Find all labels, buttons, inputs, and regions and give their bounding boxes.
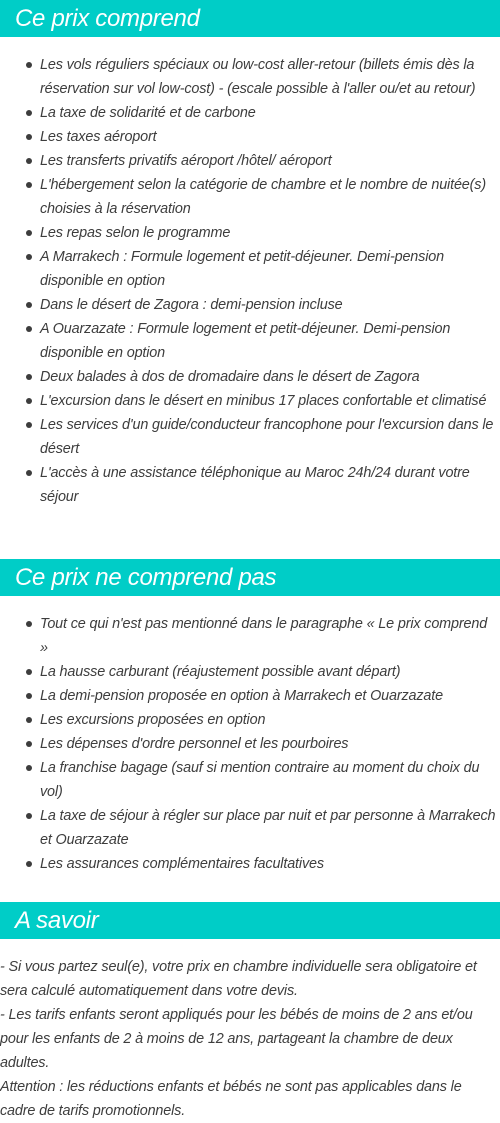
list-item: A Marrakech : Formule logement et petit-déjeuner. Demi-pension disponible en option [0,245,500,293]
list-item: Deux balades à dos de dromadaire dans le désert de Zagora [0,365,500,389]
list-item: La demi-pension proposée en option à Marrakech et Ouarzazate [0,684,500,708]
savoir-paragraph: - Si vous partez seul(e), votre prix en chambre individuelle sera obligatoire et sera calculé automatiquement dans votre devis. [0,959,477,999]
excluded-list [0,612,500,876]
list-item: L'excursion dans le désert en minibus 17 places confortable et climatisé [0,389,500,413]
list-item: L'accès à une assistance téléphonique au Maroc 24h/24 durant votre séjour [0,461,500,509]
savoir-section-title: A savoir [0,902,500,939]
list-item: A Ouarzazate : Formule logement et petit-déjeuner. Demi-pension disponible en option [0,317,500,365]
list-item: La franchise bagage (sauf si mention contraire au moment du choix du vol) [0,756,500,804]
list-item: La taxe de solidarité et de carbone [0,101,500,125]
list-item: La taxe de séjour à régler sur place par nuit et par personne à Marrakech et Ouarzazate [0,804,500,852]
excluded-section-title: Ce prix ne comprend pas [0,559,500,596]
included-section-title: Ce prix comprend [0,0,500,37]
list-item: Les vols réguliers spéciaux ou low-cost aller-retour (billets émis dès la réservation sur vol low-cost) - (escale possible à l'aller ou/et au retour) [0,53,500,101]
list-item: La hausse carburant (réajustement possible avant départ) [0,660,500,684]
list-item: Les transferts privatifs aéroport /hôtel/ aéroport [0,149,500,173]
list-item: Dans le désert de Zagora : demi-pension incluse [0,293,500,317]
list-item: Les taxes aéroport [0,125,500,149]
savoir-paragraph: - Les tarifs enfants seront appliqués pour les bébés de moins de 2 ans et/ou pour les enfants de 2 à moins de 12 ans, partageant la chambre de deux adultes. [0,1007,473,1071]
included-list [0,53,500,509]
list-item: Les dépenses d'ordre personnel et les pourboires [0,732,500,756]
list-item: Les repas selon le programme [0,221,500,245]
savoir-paragraph: Attention : les réductions enfants et bébés ne sont pas applicables dans le cadre de tarifs promotionnels. [0,1079,462,1119]
list-item: Les services d'un guide/conducteur francophone pour l'excursion dans le désert [0,413,500,461]
list-item: Les excursions proposées en option [0,708,500,732]
savoir-text [0,955,500,1123]
list-item: L'hébergement selon la catégorie de chambre et le nombre de nuitée(s) choisies à la réservation [0,173,500,221]
list-item: Les assurances complémentaires facultatives [0,852,500,876]
list-item: Tout ce qui n'est pas mentionné dans le paragraphe « Le prix comprend » [0,612,500,660]
